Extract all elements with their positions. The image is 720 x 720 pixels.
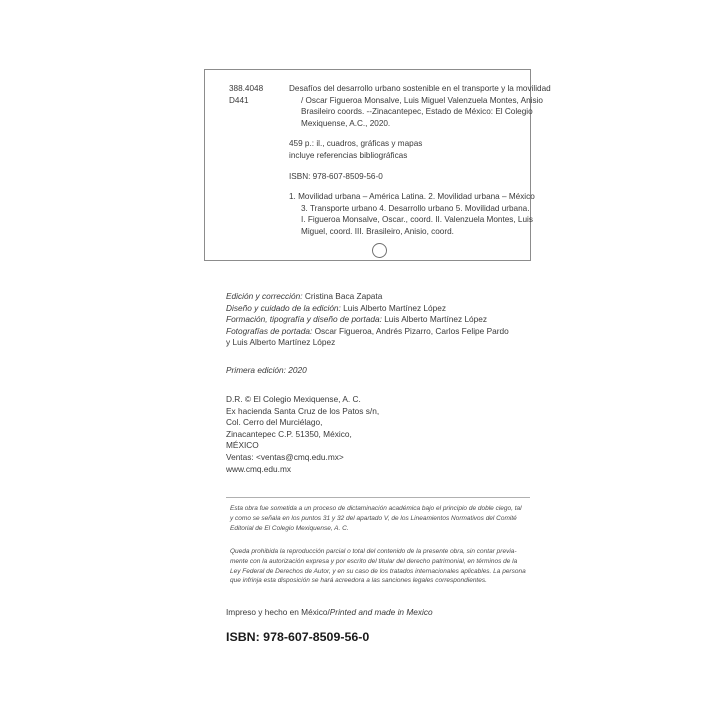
credit-value: Luis Alberto Martínez López bbox=[381, 314, 488, 325]
credit-label: Formación, tipografía y diseño de portada: bbox=[226, 314, 382, 325]
credits bbox=[226, 291, 509, 349]
credit-value: Cristina Baca Zapata bbox=[302, 291, 383, 301]
notice-line: que infrinja esta disposición se hará acreedora a las sanciones legales correspondientes. bbox=[230, 577, 487, 585]
printed-spanish: Impreso y hecho en México/ bbox=[226, 607, 330, 617]
card-hole-icon bbox=[372, 243, 387, 258]
catalog-card bbox=[204, 69, 551, 261]
edition-line bbox=[226, 365, 307, 377]
catalog-entry bbox=[289, 83, 551, 238]
credit-value: Oscar Figueroa, Andrés Pizarro, Carlos Felipe Pardo bbox=[312, 325, 509, 336]
notice-line: y como se señala en los puntos 31 y 32 del apartado V, de los Lineamientos Normativos del Comité bbox=[230, 514, 517, 522]
subject-line: 3. Transporte urbano 4. Desarrollo urbano 5. Movilidad urbana. bbox=[301, 203, 530, 213]
subject-line: Miguel, coord. III. Brasileiro, Anisio, coord. bbox=[301, 226, 454, 236]
copyright-notice bbox=[230, 547, 530, 586]
address-line: Zinacantepec C.P. 51350, México, bbox=[226, 428, 352, 439]
notice-line: Esta obra fue sometida a un proceso de dictaminación académica bajo el principio de doble ciego, tal bbox=[230, 505, 522, 512]
call-number-line: D441 bbox=[229, 95, 249, 105]
physical-line: incluye referencias bibliográficas bbox=[289, 150, 408, 160]
notice-line: mente con la autorización expresa y por escrito del titular del derecho patrimonial, en términos de la bbox=[230, 557, 518, 565]
call-number-line: 388.4048 bbox=[229, 84, 264, 93]
address-line: www.cmq.edu.mx bbox=[226, 463, 292, 474]
notice-line: Ley Federal de Derechos de Autor, y en su caso de los tratados internacionales aplicables. La persona bbox=[230, 567, 526, 575]
card-isbn: ISBN: 978-607-8509-56-0 bbox=[289, 171, 383, 181]
address-line: D.R. © El Colegio Mexiquense, A. C. bbox=[226, 394, 361, 404]
address-line: Ex hacienda Santa Cruz de los Patos s/n, bbox=[226, 405, 380, 416]
credit-label: Fotografías de portada: bbox=[226, 325, 313, 336]
physical-line: 459 p.: il., cuadros, gráficas y mapas bbox=[289, 139, 423, 149]
review-notice bbox=[230, 504, 530, 533]
notice-line: Queda prohibida la reproducción parcial o total del contenido de la presente obra, sin contar previa- bbox=[230, 548, 517, 555]
printed-line bbox=[226, 607, 433, 619]
isbn-heading: ISBN: 978-607-8509-56-0 bbox=[226, 630, 370, 644]
notice-line: Editorial de El Colegio Mexiquense, A. C. bbox=[230, 524, 349, 532]
address-line: Col. Cerro del Murciélago, bbox=[226, 417, 323, 428]
description-line: Brasileiro coords. --Zinacantepec, Estado de México: El Colegio bbox=[301, 107, 533, 117]
description-line: Desafíos del desarrollo urbano sostenible en el transporte y la movilidad bbox=[289, 84, 551, 93]
publisher-address bbox=[226, 394, 379, 475]
credit-value: y Luis Alberto Martínez López bbox=[226, 337, 336, 348]
edition-text: Primera edición: 2020 bbox=[226, 365, 307, 375]
address-line: Ventas: <ventas@cmq.edu.mx> bbox=[226, 451, 344, 462]
subject-line: I. Figueroa Monsalve, Oscar., coord. II. Valenzuela Montes, Luis bbox=[301, 215, 533, 225]
subject-line: 1. Movilidad urbana – América Latina. 2. Movilidad urbana – México bbox=[289, 192, 535, 202]
credit-label: Edición y corrección: bbox=[226, 291, 303, 301]
divider bbox=[226, 497, 530, 498]
credit-value: Luis Alberto Martínez López bbox=[340, 302, 447, 313]
description-line: / Oscar Figueroa Monsalve, Luis Miguel Valenzuela Montes, Anisio bbox=[301, 95, 543, 105]
credit-label: Diseño y cuidado de la edición: bbox=[226, 302, 341, 313]
printed-english: Printed and made in Mexico bbox=[329, 607, 433, 617]
call-number bbox=[229, 83, 263, 106]
address-line: MÉXICO bbox=[226, 440, 259, 451]
description-line: Mexiquense, A.C., 2020. bbox=[301, 118, 391, 128]
